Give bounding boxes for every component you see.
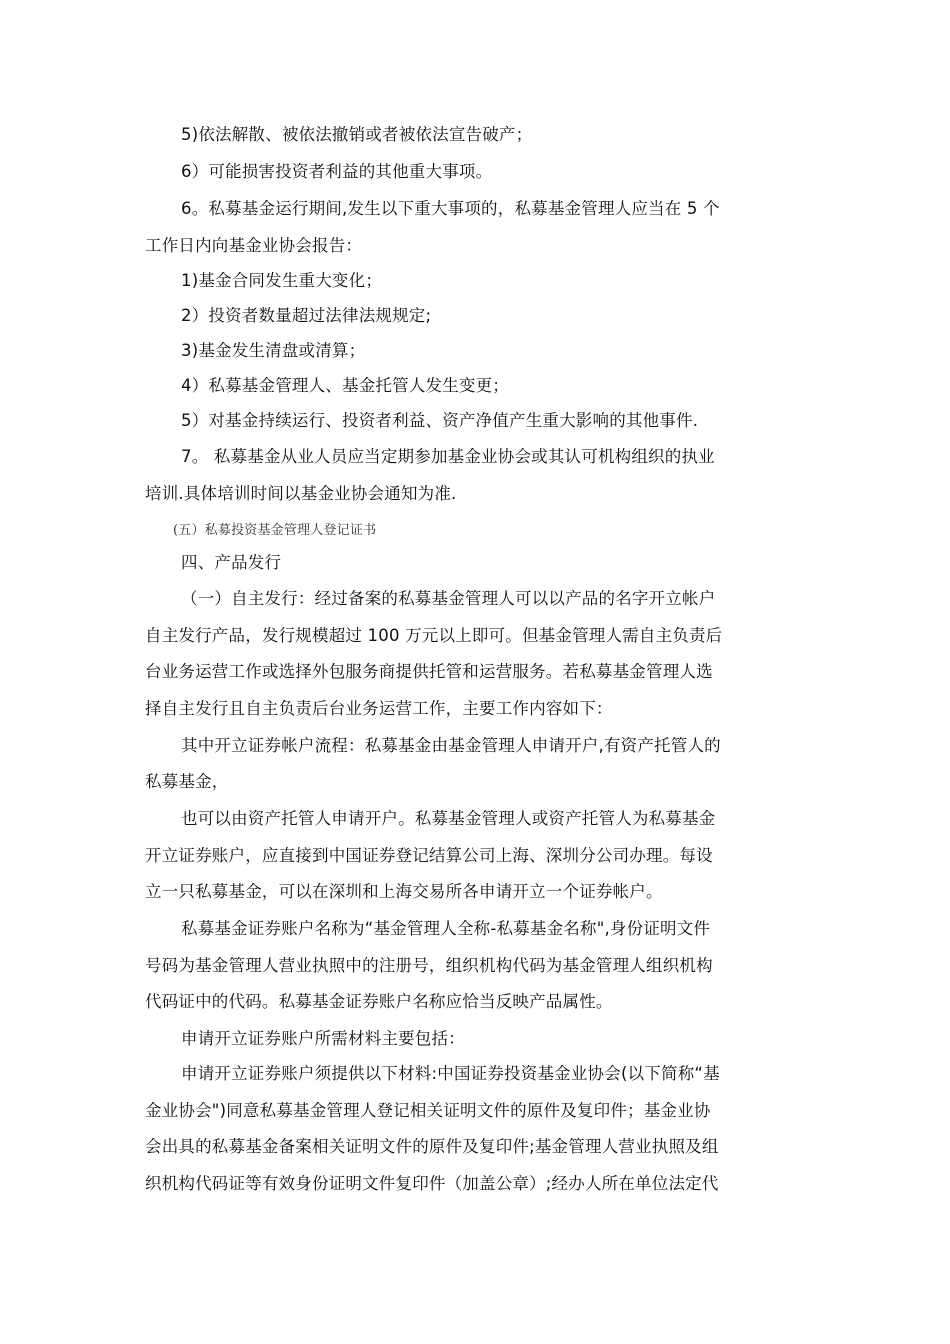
text-line: （一）自主发行：经过备案的私募基金管理人可以以产品的名字开立帐户 [181, 589, 716, 608]
text-line: 3)基金发生清盘或清算； [181, 341, 366, 360]
text-line: 立一只私募基金，可以在深圳和上海交易所各申请开立一个证券帐户。 [145, 882, 663, 901]
text-line: 自主发行产品，发行规模超过 100 万元以上即可。但基金管理人需自主负责后 [145, 626, 723, 645]
text-line: 号码为基金管理人营业执照中的注册号，组织机构代码为基金管理人组织机构 [145, 956, 713, 975]
text-line: 其中开立证券帐户流程：私募基金由基金管理人申请开户,有资产托管人的 [181, 736, 721, 755]
text-line: 1)基金合同发生重大变化； [181, 271, 383, 290]
text-line: 也可以由资产托管人申请开户。私募基金管理人或资产托管人为私募基金 [181, 809, 716, 828]
text-line: 织机构代码证等有效身份证明文件复印件（加盖公章）;经办人所在单位法定代 [145, 1174, 719, 1193]
text-line: 培训.具体培训时间以基金业协会通知为准. [145, 484, 457, 503]
text-line: 会出具的私募基金备案相关证明文件的原件及复印件;基金管理人营业执照及组 [145, 1137, 719, 1156]
text-line: 4）私募基金管理人、基金托管人发生变更； [181, 376, 509, 395]
text-line: 申请开立证券账户须提供以下材料:中国证券投资基金业协会(以下简称“基 [181, 1064, 720, 1083]
text-line: 私募基金证券账户名称为“基金管理人全称-私募基金名称",身份证明文件 [181, 919, 711, 938]
section-heading: (五）私募投资基金管理人登记证书 [173, 523, 377, 538]
text-line: 申请开立证券账户所需材料主要包括： [181, 1029, 465, 1048]
text-line: 7。 私募基金从业人员应当定期参加基金业协会或其认可机构组织的执业 [181, 447, 715, 466]
text-line: 5）对基金持续运行、投资者利益、资产净值产生重大影响的其他事件. [181, 411, 699, 430]
text-line: 代码证中的代码。私募基金证券账户名称应恰当反映产品属性。 [145, 992, 613, 1011]
text-line: 台业务运营工作或选择外包服务商提供托管和运营服务。若私募基金管理人选 [145, 662, 713, 681]
text-line: 2）投资者数量超过法律法规规定; [181, 306, 432, 325]
text-line: 私募基金， [145, 772, 229, 791]
text-line: 6）可能损害投资者利益的其他重大事项。 [181, 162, 493, 181]
text-line: 工作日内向基金业协会报告： [145, 236, 363, 255]
text-line: 择自主发行且自主负责后台业务运营工作，主要工作内容如下： [145, 699, 613, 718]
text-line: 5)依法解散、被依法撤销或者被依法宣告破产； [181, 125, 533, 144]
text-line: 6。私募基金运行期间,发生以下重大事项的，私募基金管理人应当在 5 个 [181, 199, 720, 218]
text-line: 开立证券账户，应直接到中国证券登记结算公司上海、深圳分公司办理。每设 [145, 846, 713, 865]
section-heading: 四、产品发行 [181, 553, 282, 572]
text-line: 金业协会")同意私募基金管理人登记相关证明文件的原件及复印件；基金业协 [145, 1101, 711, 1120]
